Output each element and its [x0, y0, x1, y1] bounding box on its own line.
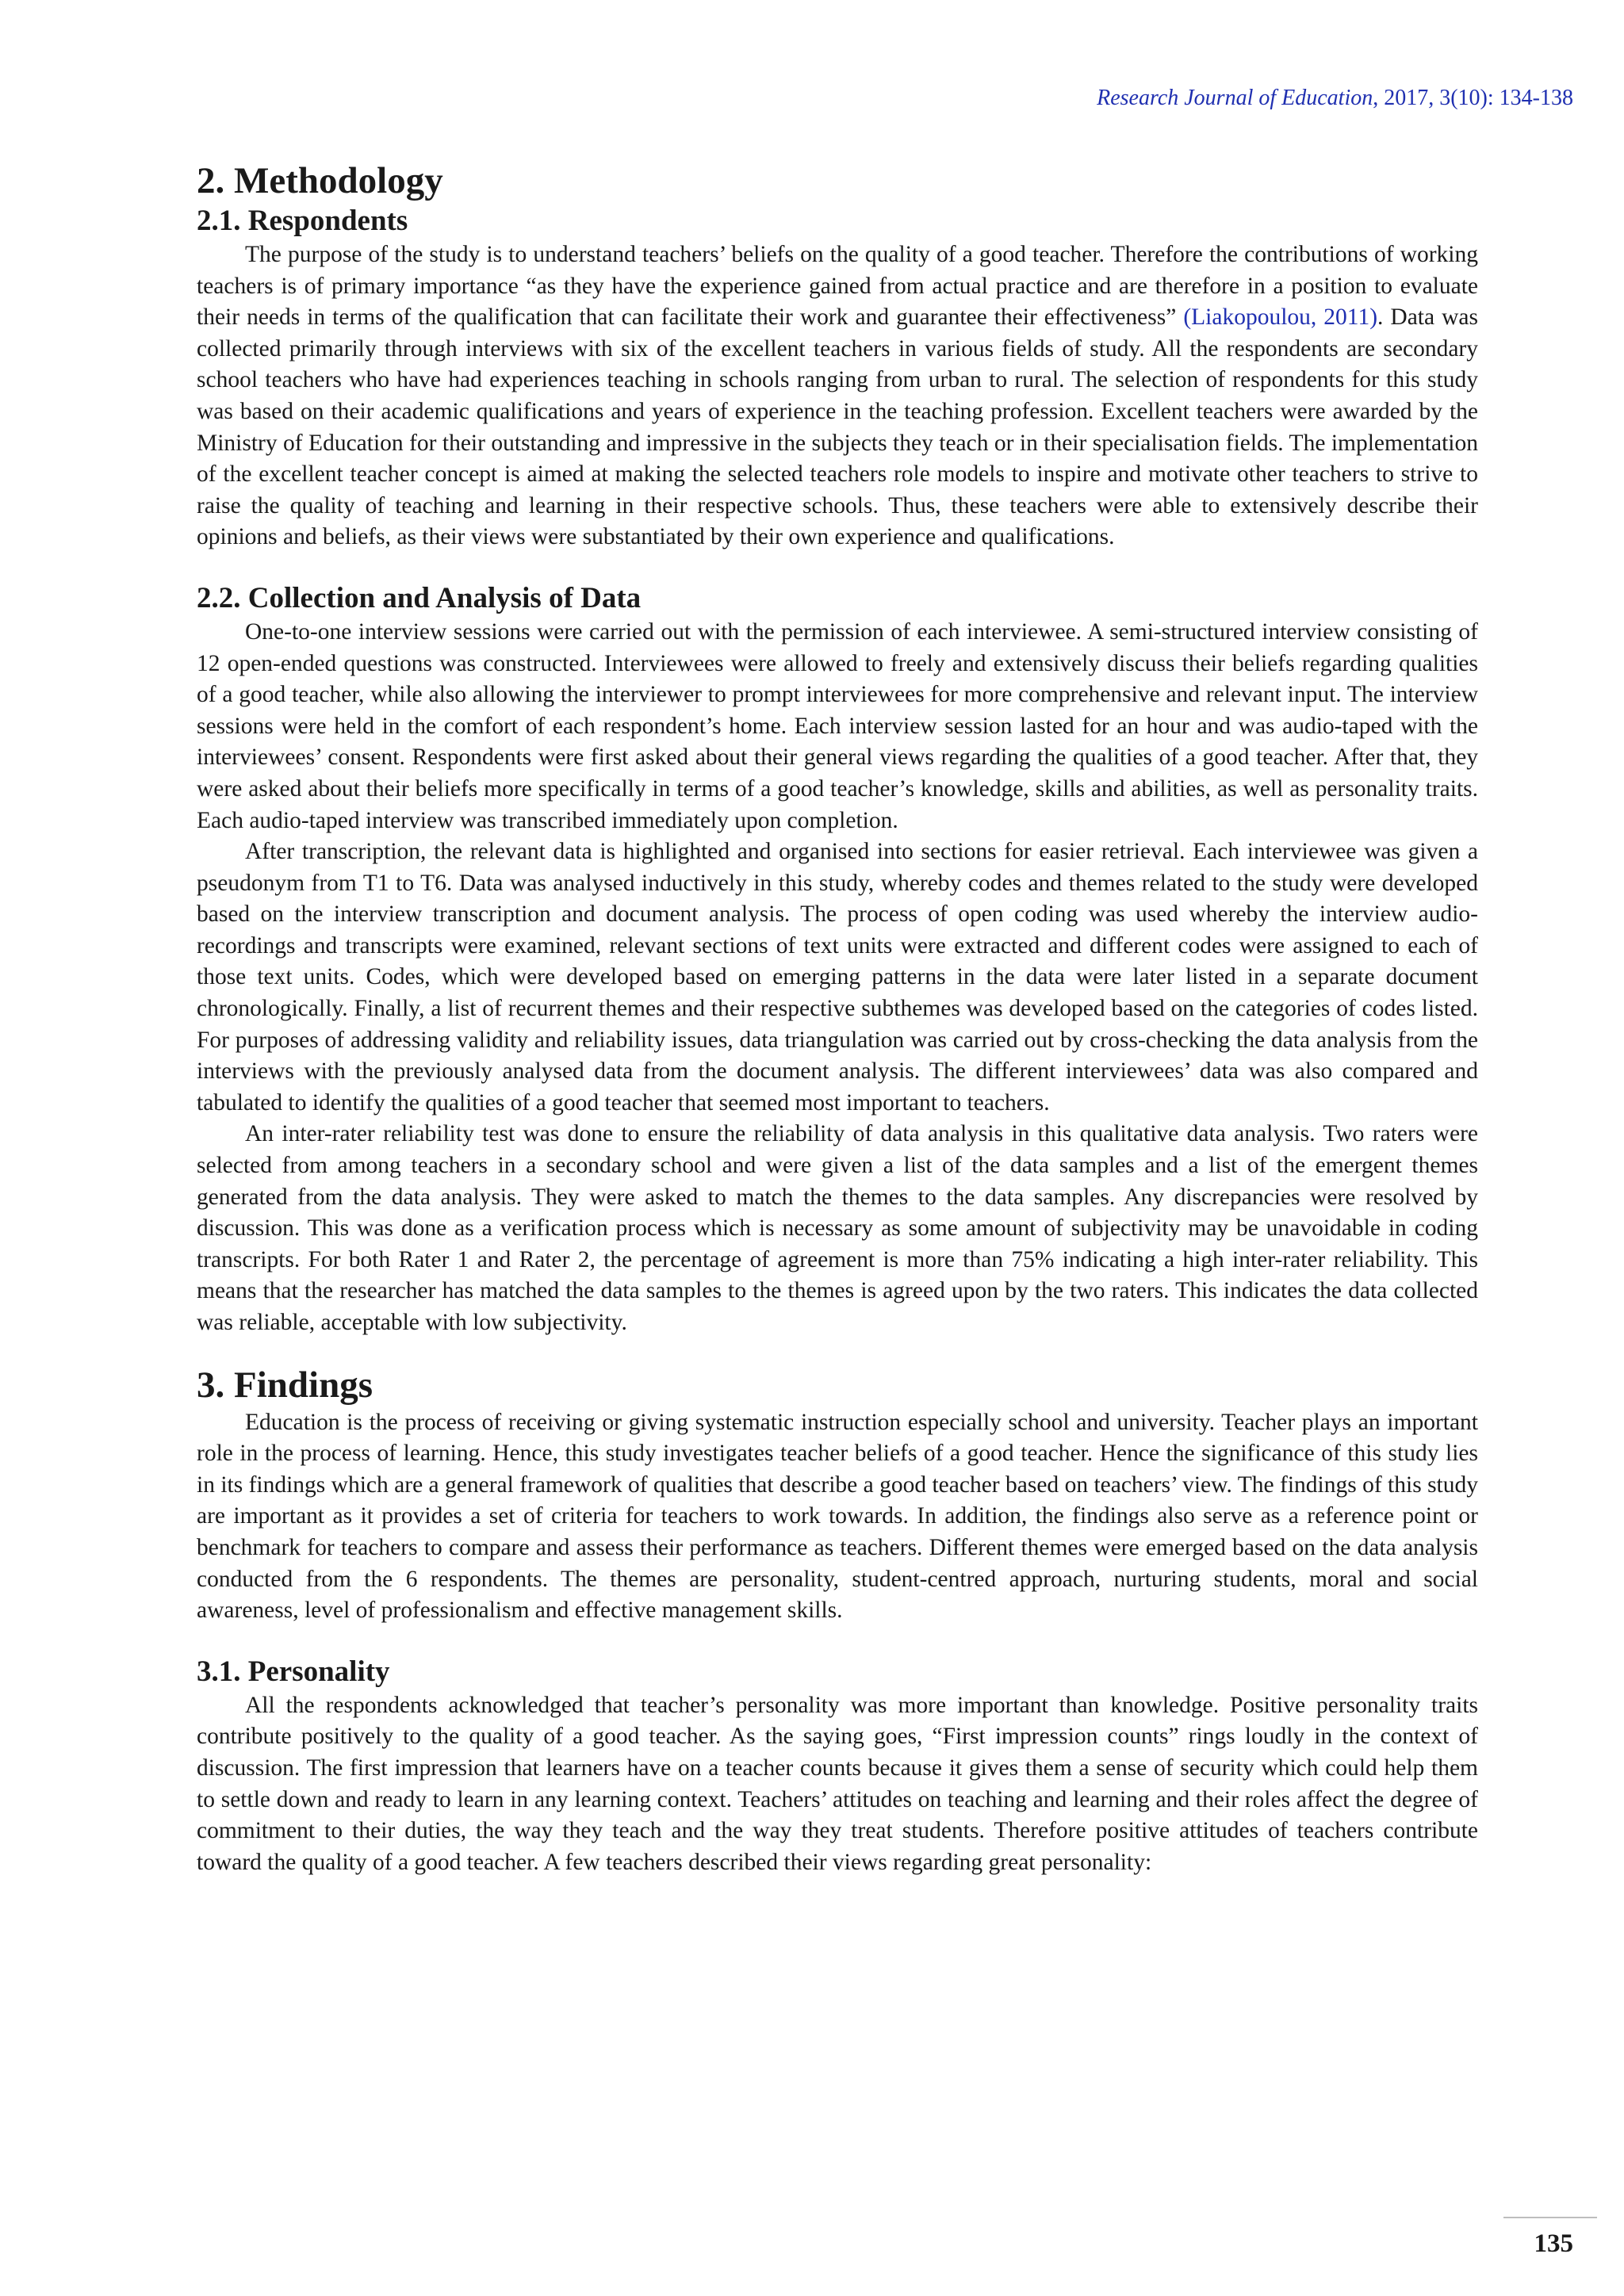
citation-link-liakopoulou[interactable]: (Liakopoulou, 2011) — [1183, 304, 1378, 331]
page-number: 135 — [1534, 2229, 1573, 2258]
subsection-heading-collection: 2.2. Collection and Analysis of Data — [197, 581, 642, 614]
section-heading-methodology: 2. Methodology — [197, 160, 443, 201]
article-body — [197, 159, 1478, 1878]
collection-paragraph-3: An inter-rater reliability test was done to ensure the reliability of data analysis in this qualitative data analysis. Two raters were selected from among teachers in a secondary school and were given a list of the data samples and a list of the emergent themes generated from the data analysis. They were asked to match the themes to the data samples. Any discrepancies were resolved by discussion. This was done as a verification process which is necessary as some amount of subjectivity may be unavoidable in coding transcripts. For both Rater 1 and Rater 2, the percentage of agreement is more than 75% indicating a high inter-rater reliability. This means that the researcher has matched the data samples to the themes is agreed upon by the two raters. This indicates the data collected was reliable, acceptable with low subjectivity. — [197, 1121, 1478, 1335]
running-header — [304, 84, 1573, 113]
respondents-paragraph — [197, 239, 1478, 553]
footer-divider — [1503, 2217, 1597, 2218]
section-heading-findings: 3. Findings — [197, 1364, 373, 1406]
journal-citation: , 2017, 3(10): 134-138 — [1373, 86, 1573, 110]
journal-name: Research Journal of Education — [1097, 86, 1373, 110]
respondents-text-part-1: The purpose of the study is to understand teachers’ beliefs on the quality of a good teacher. Therefore the contributions of working teachers is of primary importance “as they have the experience gained from actual practice and are therefore in a position to evaluate their needs in terms of the qualification that can facilitate their work and guarantee their effectiveness” — [197, 242, 1478, 331]
personality-paragraph: All the respondents acknowledged that teacher’s personality was more important than knowledge. Positive personality traits contribute positively to the quality of a good teacher. As the saying goes, “First impression counts” rings loudly in the context of discussion. The first impression that learners have on a teacher counts because it gives them a sense of security which could help them to settle down and ready to learn in any learning context. Teachers’ attitudes on teaching and learning and their roles affect the degree of commitment to their duties, the way they teach and the way they treat students. Therefore positive attitudes of teachers contribute toward the quality of a good teacher. A few teachers described their views regarding great personality: — [197, 1692, 1478, 1875]
respondents-text-part-2: . Data was collected primarily through interviews with six of the excellent teachers in various fields of study. All the respondents are secondary school teachers who have had experiences teaching in schools ranging from urban to rural. The selection of respondents for this study was based on their academic qualifications and years of experience in the teaching profession. Excellent teachers were awarded by the Ministry of Education for their outstanding and impressive in the subjects they teach or in their specialisation fields. The implementation of the excellent teacher concept is aimed at making the selected teachers role models to inspire and motivate other teachers to strive to raise the quality of teaching and learning in their respective schools. Thus, these teachers were able to extensively describe their opinions and beliefs, as their views were substantiated by their own experience and qualifications. — [197, 304, 1478, 550]
findings-paragraph: Education is the process of receiving or giving systematic instruction especially school and university. Teacher plays an important role in the process of learning. Hence, this study investigates teacher beliefs of a good teacher. Hence the significance of this study lies in its findings which are a general framework of qualities that describe a good teacher based on teachers’ view. The findings of this study are important as it provides a set of criteria for teachers to work towards. In addition, the findings also serve as a reference point or benchmark for teachers to compare and assess their performance as teachers. Different themes were emerged based on the data analysis conducted from the 6 respondents. The themes are personality, student-centred approach, nurturing students, moral and social awareness, level of professionalism and effective management skills. — [197, 1409, 1478, 1624]
subsection-heading-respondents: 2.1. Respondents — [197, 205, 408, 237]
subsection-heading-personality: 3.1. Personality — [197, 1655, 390, 1688]
collection-paragraph-1: One-to-one interview sessions were carried out with the permission of each interviewee. A semi-structured interview consisting of 12 open-ended questions was constructed. Interviewees were allowed to freely and extensively discuss their beliefs regarding qualities of a good teacher, while also allowing the interviewer to prompt interviewees for more comprehensive and relevant input. The interview sessions were held in the comfort of each respondent’s home. Each interview session lasted for an hour and was audio-taped with the interviewees’ consent. Respondents were first asked about their general views regarding the qualities of a good teacher. After that, they were asked about their beliefs more specifically in terms of a good teacher’s knowledge, skills and abilities, as well as personality traits. Each audio-taped interview was transcribed immediately upon completion. — [197, 618, 1478, 833]
collection-paragraph-2: After transcription, the relevant data is highlighted and organised into sections for easier retrieval. Each interviewee was given a pseudonym from T1 to T6. Data was analysed inductively in this study, whereby codes and themes related to the study were developed based on the interview transcription and document analysis. The process of open coding was used whereby the interview audio-recordings and transcripts were examined, relevant sections of text units were extracted and different codes were assigned to each of those text units. Codes, which were developed based on emerging patterns in the data were later listed in a separate document chronologically. Finally, a list of recurrent themes and their respective subthemes was developed based on the categories of codes listed. For purposes of addressing validity and reliability issues, data triangulation was carried out by cross-checking the data analysis from the interviews with the previously analysed data from the document analysis. The different interviewees’ data was also compared and tabulated to identify the qualities of a good teacher that seemed most important to teachers. — [197, 839, 1478, 1115]
